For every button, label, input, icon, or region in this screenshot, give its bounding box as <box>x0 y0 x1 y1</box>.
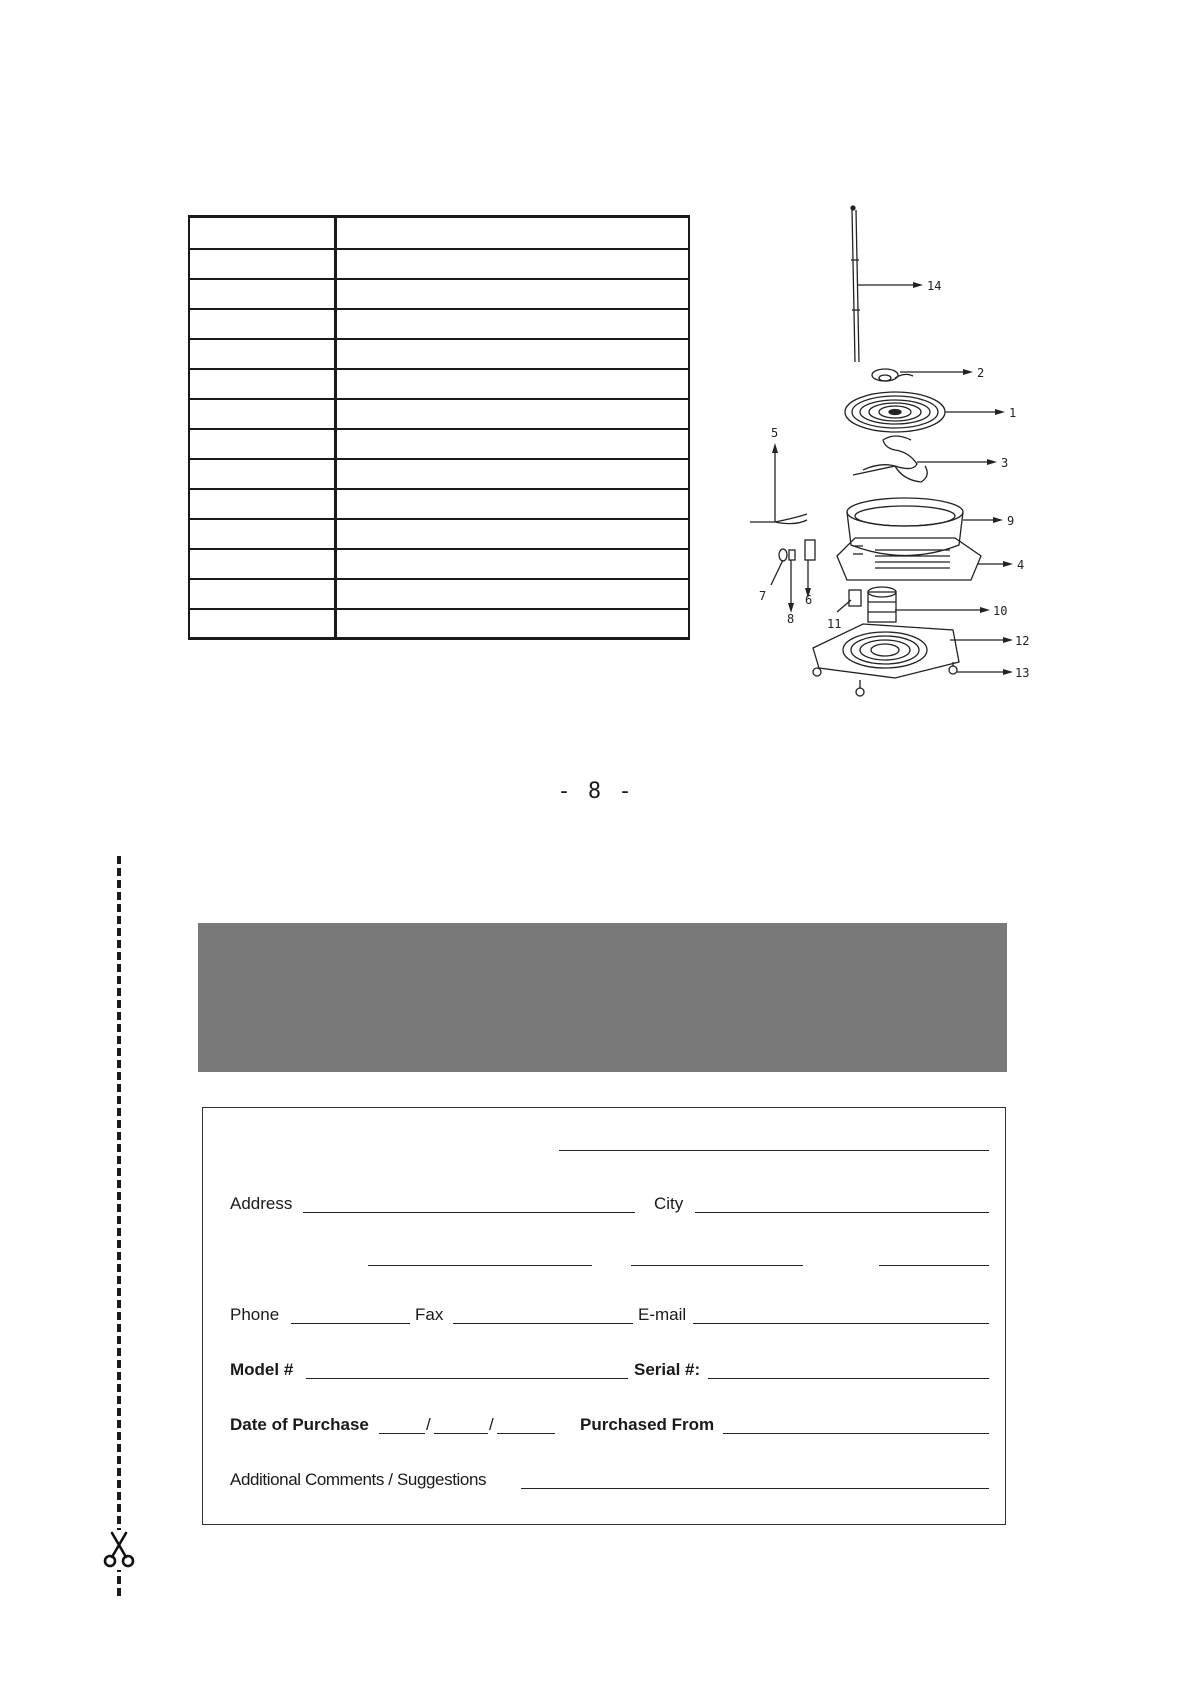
table-cell <box>335 369 689 399</box>
table-cell <box>189 459 335 489</box>
address-label: Address <box>230 1194 293 1213</box>
table-cell <box>189 489 335 519</box>
table-cell <box>335 309 689 339</box>
page-number: - 8 - <box>557 779 634 804</box>
date-of-purchase-label: Date of Purchase <box>230 1415 369 1434</box>
comments-field[interactable] <box>521 1488 989 1489</box>
purchased-from-field[interactable] <box>723 1433 989 1434</box>
callout-9: 9 <box>1007 514 1015 528</box>
table-cell <box>189 519 335 549</box>
purchase-year-field[interactable] <box>497 1433 555 1434</box>
callout-8: 8 <box>787 612 795 626</box>
fax-field[interactable] <box>453 1323 633 1324</box>
city-label: City <box>654 1194 684 1213</box>
callout-12: 12 <box>1015 634 1030 648</box>
serial-label: Serial #: <box>634 1360 701 1379</box>
table-row <box>189 609 689 639</box>
table-cell <box>189 579 335 609</box>
table-cell <box>335 579 689 609</box>
table-cell <box>189 309 335 339</box>
callout-10: 10 <box>993 604 1008 618</box>
table-cell <box>189 339 335 369</box>
purchase-month-field[interactable] <box>379 1433 425 1434</box>
header-banner <box>198 923 1007 1072</box>
table-cell <box>189 429 335 459</box>
table-cell <box>335 519 689 549</box>
table-row <box>189 249 689 279</box>
purchase-day-field[interactable] <box>434 1433 488 1434</box>
model-field[interactable] <box>306 1378 628 1379</box>
serial-field[interactable] <box>708 1378 989 1379</box>
table-row <box>189 459 689 489</box>
callout-5: 5 <box>771 426 779 440</box>
callout-6: 6 <box>805 593 813 607</box>
table-cell <box>335 249 689 279</box>
date-separator: / <box>426 1415 431 1434</box>
table-cell <box>189 369 335 399</box>
registration-form <box>202 1107 1006 1525</box>
phone-label: Phone <box>230 1305 280 1324</box>
table-row <box>189 339 689 369</box>
table-cell <box>335 459 689 489</box>
table-cell <box>335 549 689 579</box>
comments-label: Additional Comments / Suggestions <box>230 1470 487 1489</box>
parts-list-table <box>188 215 690 640</box>
fax-label: Fax <box>415 1305 444 1324</box>
callout-1: 1 <box>1009 406 1017 420</box>
date-separator: / <box>489 1415 494 1434</box>
phone-field[interactable] <box>291 1323 410 1324</box>
table-cell <box>335 279 689 309</box>
email-label: E-mail <box>638 1305 687 1324</box>
table-row <box>189 519 689 549</box>
country-field[interactable] <box>879 1265 989 1266</box>
table-row <box>189 429 689 459</box>
callout-14: 14 <box>927 279 942 293</box>
table-header-row <box>189 217 689 249</box>
table-row <box>189 399 689 429</box>
table-cell <box>189 279 335 309</box>
exploded-parts-diagram <box>745 200 1045 710</box>
city-field[interactable] <box>695 1212 989 1213</box>
table-row <box>189 369 689 399</box>
table-row <box>189 489 689 519</box>
table-cell <box>189 609 335 639</box>
callout-4: 4 <box>1017 558 1025 572</box>
table-cell <box>335 609 689 639</box>
table-cell <box>335 217 689 249</box>
email-field[interactable] <box>693 1323 989 1324</box>
table-cell <box>335 429 689 459</box>
table-cell <box>335 489 689 519</box>
callout-2: 2 <box>977 366 985 380</box>
table-cell <box>335 339 689 369</box>
scissors-icon <box>102 1530 136 1570</box>
table-row <box>189 579 689 609</box>
callout-7: 7 <box>759 589 767 603</box>
table-cell <box>189 549 335 579</box>
callout-11: 11 <box>827 617 842 631</box>
state-field[interactable] <box>368 1265 592 1266</box>
table-cell <box>189 249 335 279</box>
table-row <box>189 309 689 339</box>
table-cell <box>189 217 335 249</box>
table-cell <box>189 399 335 429</box>
name-field[interactable] <box>559 1150 989 1151</box>
address-field[interactable] <box>303 1212 635 1213</box>
purchased-from-label: Purchased From <box>580 1415 715 1434</box>
callout-3: 3 <box>1001 456 1009 470</box>
zip-field[interactable] <box>631 1265 803 1266</box>
table-row <box>189 549 689 579</box>
table-row <box>189 279 689 309</box>
model-label: Model # <box>230 1360 294 1379</box>
callout-13: 13 <box>1015 666 1030 680</box>
cut-line <box>117 856 121 1596</box>
table-cell <box>335 399 689 429</box>
